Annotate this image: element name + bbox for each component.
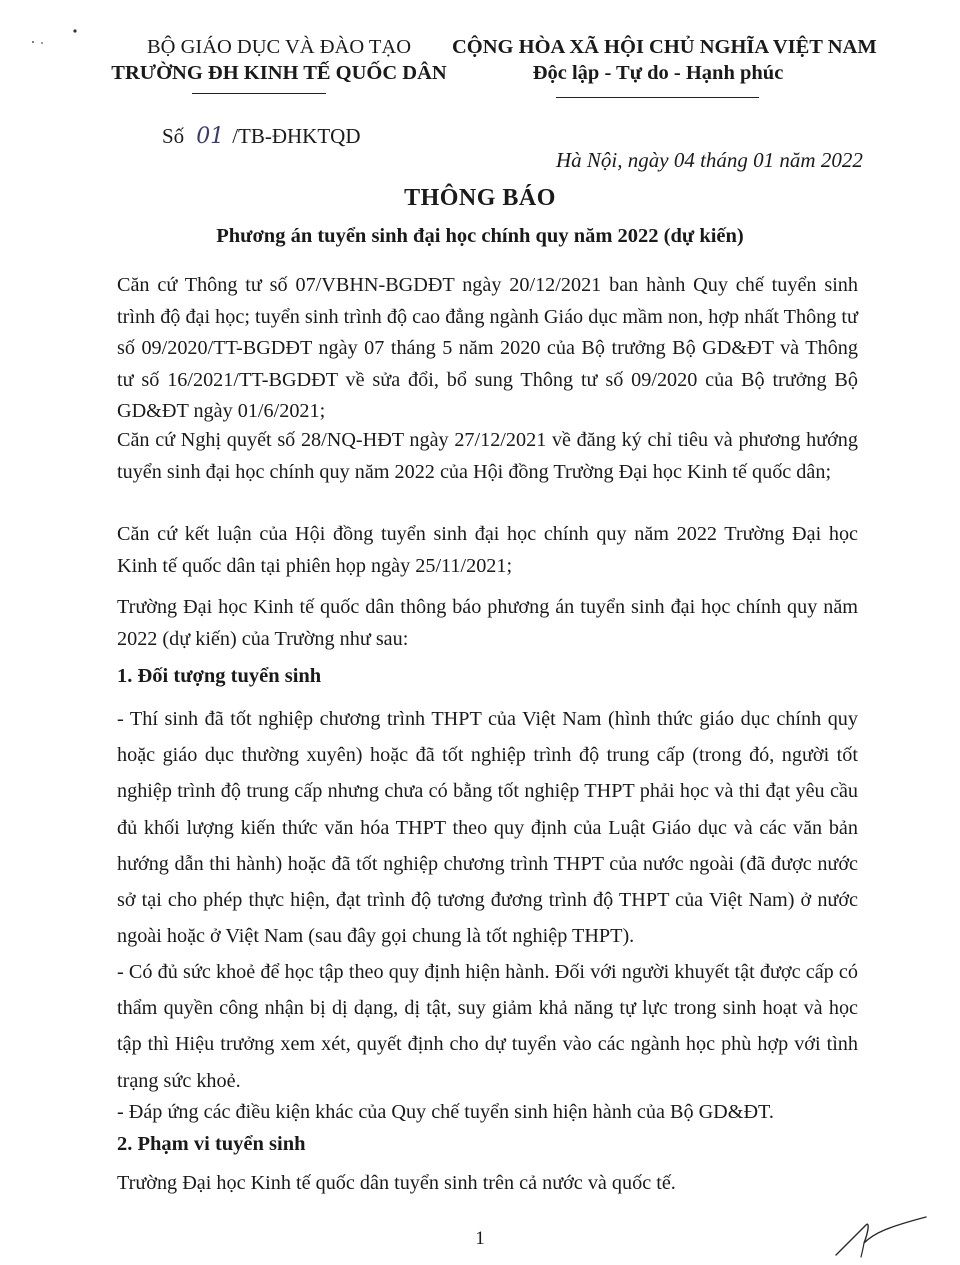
scan-specks [30, 28, 90, 48]
legal-basis-2: Căn cứ Nghị quyết số 28/NQ-HĐT ngày 27/12/2021 về đăng ký chỉ tiêu và phương hướng tuyển sinh đại học chính quy năm 2022 của Hội đồng Trường Đại học Kinh tế quốc dân; [117, 429, 858, 483]
country-name: CỘNG HÒA XÃ HỘI CHỦ NGHĨA VIỆT NAM [452, 36, 877, 58]
section-1-bullet-2: - Có đủ sức khoẻ để học tập theo quy định hiện hành. Đối với người khuyết tật được cấp có thẩm quyền công nhận bị dị dạng, dị tật, suy giảm khả năng tự lực trong sinh hoạt và học tập thì Hiệu trưởng xem xét, quyết định cho dự tuyển vào các ngành học phù hợp với tình trạng sức khoẻ. [117, 961, 858, 1092]
section-1-heading: 1. Đối tượng tuyển sinh [117, 665, 322, 687]
section-2-heading: 2. Phạm vi tuyển sinh [117, 1133, 306, 1155]
right-header-underline [556, 97, 759, 98]
legal-basis-3: Căn cứ kết luận của Hội đồng tuyển sinh đại học chính quy năm 2022 Trường Đại học Kinh tế quốc dân tại phiên họp ngày 25/11/2021; [117, 523, 858, 577]
section-2-text: Trường Đại học Kinh tế quốc dân tuyển sinh trên cả nước và quốc tế. [117, 1172, 676, 1194]
section-1-bullet-3: - Đáp ứng các điều kiện khác của Quy chế tuyển sinh hiện hành của Bộ GD&ĐT. [117, 1101, 774, 1123]
left-header-underline [192, 93, 326, 94]
issue-date: Hà Nội, ngày 04 tháng 01 năm 2022 [556, 148, 863, 172]
document-number-suffix: /TB-ĐHKTQD [232, 124, 361, 148]
document-subtitle: Phương án tuyển sinh đại học chính quy năm 2022 (dự kiến) [216, 225, 744, 247]
document-number [162, 124, 361, 149]
university-name: TRƯỜNG ĐH KINH TẾ QUỐC DÂN [111, 62, 447, 84]
ministry-header [104, 34, 454, 86]
document-number-handwritten: 01 [196, 124, 225, 149]
announcement-intro: Trường Đại học Kinh tế quốc dân thông báo phương án tuyển sinh đại học chính quy năm 2022 (dự kiến) của Trường như sau: [117, 596, 858, 650]
national-header [452, 34, 877, 86]
document-title: THÔNG BÁO [404, 185, 556, 211]
ministry-name: BỘ GIÁO DỤC VÀ ĐÀO TẠO [146, 36, 412, 58]
legal-basis-1: Căn cứ Thông tư số 07/VBHN-BGDĐT ngày 20/12/2021 ban hành Quy chế tuyển sinh trình độ đại học; tuyển sinh trình độ cao đẳng ngành Giáo dục mầm non, hợp nhất Thông tư số 09/2020/TT-BGDĐT ngày 07 tháng 5 năm 2020 của Bộ trưởng Bộ GD&ĐT và Thông tư số 16/2021/TT-BGDĐT về sửa đổi, bổ sung Thông tư số 09/2020 của Bộ trưởng Bộ GD&ĐT ngày 01/6/2021; [117, 274, 858, 422]
section-1-bullet-1: - Thí sinh đã tốt nghiệp chương trình THPT của Việt Nam (hình thức giáo dục chính quy hoặc giáo dục thường xuyên) hoặc đã tốt nghiệp trình độ trung cấp (trong đó, người tốt nghiệp trình độ trung cấp nhưng chưa có bằng tốt nghiệp THPT phải học và thi đạt yêu cầu đủ khối lượng kiến thức văn hóa THPT theo quy định của Luật Giáo dục và các văn bản hướng dẫn thi hành) hoặc đã tốt nghiệp chương trình THPT của nước ngoài (đã được nước sở tại cho phép thực hiện, đạt trình độ tương đương trình độ THPT của Việt Nam) ở nước ngoài hoặc ở Việt Nam (sau đây gọi chung là tốt nghiệp THPT). [117, 708, 858, 948]
initials-signature [828, 1203, 938, 1263]
national-motto: Độc lập - Tự do - Hạnh phúc [532, 62, 784, 84]
page-number: 1 [475, 1228, 485, 1249]
document-number-prefix: Số [162, 124, 185, 148]
